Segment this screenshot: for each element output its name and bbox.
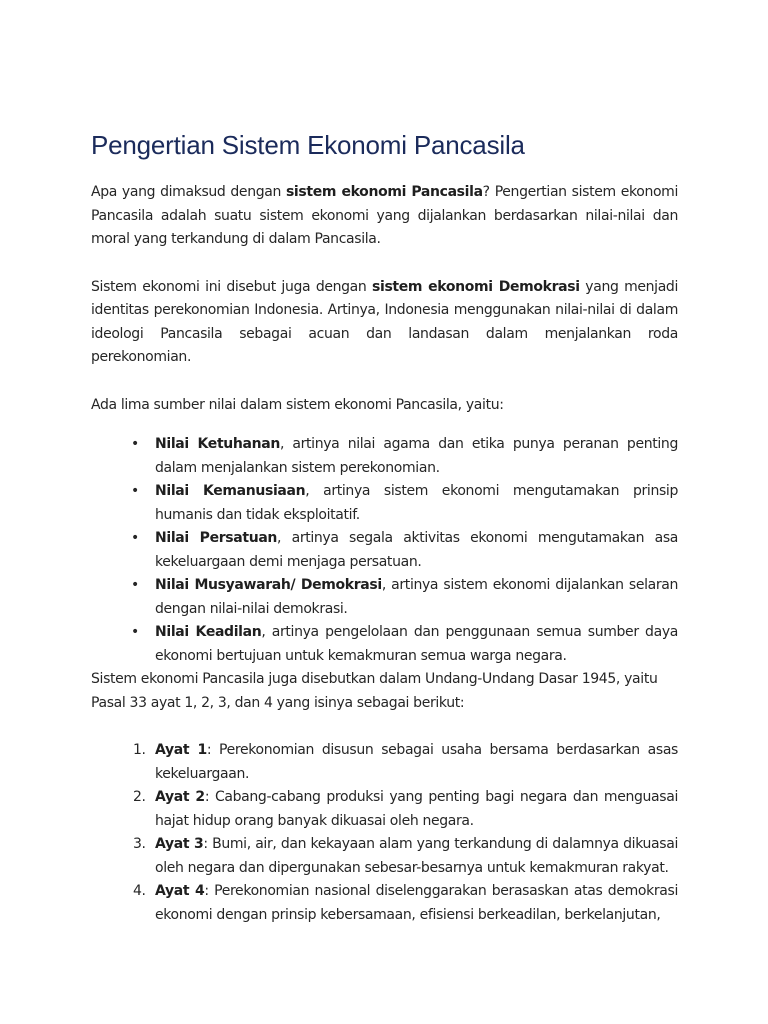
demokrasi-bold-term: sistem ekonomi Demokrasi	[372, 278, 580, 295]
bullet-icon: •	[131, 530, 139, 546]
list-item-term: Nilai Keadilan	[155, 624, 262, 640]
values-list	[91, 433, 678, 668]
list-item	[91, 433, 678, 480]
list-item-text: , artinya pengelolaan dan penggunaan semua sumber daya ekonomi bertujuan untuk kemakmuran semua warga negara.	[155, 624, 678, 664]
intro-paragraph	[91, 181, 678, 252]
list-item-text: : Perekonomian nasional diselenggarakan berasaskan atas demokrasi ekonomi dengan prinsip kebersamaan, efisiensi berkeadilan, berkelanjutan,	[155, 883, 678, 923]
list-item-text: , artinya sistem ekonomi mengutamakan prinsip humanis dan tidak eksploitatif.	[155, 483, 678, 523]
demokrasi-text-before: Sistem ekonomi ini disebut juga dengan	[91, 278, 373, 295]
list-item-term: Ayat 3	[155, 836, 204, 852]
list-item-term: Nilai Kemanusiaan	[155, 483, 306, 499]
list-item	[91, 480, 678, 527]
bullet-icon: •	[131, 577, 139, 593]
values-intro-paragraph: Ada lima sumber nilai dalam sistem ekonomi Pancasila, yaitu:	[91, 396, 504, 413]
list-item	[91, 880, 678, 927]
bullet-icon: •	[131, 436, 139, 452]
list-item-term: Nilai Ketuhanan	[155, 436, 280, 452]
list-item-text: : Perekonomian disusun sebagai usaha bersama berdasarkan asas kekeluargaan.	[155, 742, 678, 782]
demokrasi-text-after: yang menjadi identitas perekonomian Indonesia. Artinya, Indonesia menggunakan nilai-nilai di dalam ideologi Pancasila sebagai acuan dan landasan dalam menjalankan roda perekonomian.	[91, 278, 679, 365]
list-item-term: Ayat 4	[155, 883, 205, 899]
list-number: 2.	[133, 789, 146, 805]
document-page	[91, 126, 678, 927]
list-item	[91, 621, 678, 668]
list-item	[91, 739, 678, 786]
list-item-term: Ayat 2	[155, 789, 205, 805]
intro-text-before: Apa yang dimaksud dengan	[91, 184, 286, 200]
list-item-text: , artinya sistem ekonomi dijalankan selaran dengan nilai-nilai demokrasi.	[155, 577, 679, 617]
list-item	[91, 833, 678, 880]
list-item-text: : Cabang-cabang produksi yang penting bagi negara dan menguasai hajat hidup orang banyak dikuasai oleh negara.	[155, 789, 678, 829]
list-item	[91, 574, 678, 621]
list-number: 3.	[133, 836, 146, 852]
ayat-list	[91, 739, 678, 927]
list-item	[91, 527, 678, 574]
intro-text-after: ? Pengertian sistem ekonomi Pancasila adalah suatu sistem ekonomi yang dijalankan berdasarkan nilai-nilai dan moral yang terkandung di dalam Pancasila.	[91, 184, 679, 247]
list-number: 4.	[133, 883, 146, 899]
list-item-text: : Bumi, air, dan kekayaan alam yang terkandung di dalamnya dikuasai oleh negara dan dipergunakan sebesar-besarnya untuk kemakmuran rakyat.	[155, 836, 678, 876]
demokrasi-paragraph	[91, 276, 678, 370]
page-title: Pengertian Sistem Ekonomi Pancasila	[91, 130, 525, 160]
list-item-text: , artinya segala aktivitas ekonomi mengutamakan asa kekeluargaan demi menjaga persatuan.	[155, 530, 678, 570]
list-number: 1.	[133, 742, 146, 758]
list-item-text: , artinya nilai agama dan etika punya peranan penting dalam menjalankan sistem perekonomian.	[155, 436, 678, 476]
bullet-icon: •	[131, 624, 139, 640]
intro-bold-term: sistem ekonomi Pancasila	[285, 184, 483, 200]
list-item-term: Nilai Persatuan	[155, 530, 278, 546]
bullet-icon: •	[131, 483, 139, 499]
list-item	[91, 786, 678, 833]
list-item-term: Nilai Musyawarah/ Demokrasi	[155, 577, 382, 593]
uud-paragraph: Sistem ekonomi Pancasila juga disebutkan dalam Undang-Undang Dasar 1945, yaitu Pasal 33 ayat 1, 2, 3, dan 4 yang isinya sebagai berikut:	[91, 671, 658, 711]
list-item-term: Ayat 1	[155, 742, 207, 758]
